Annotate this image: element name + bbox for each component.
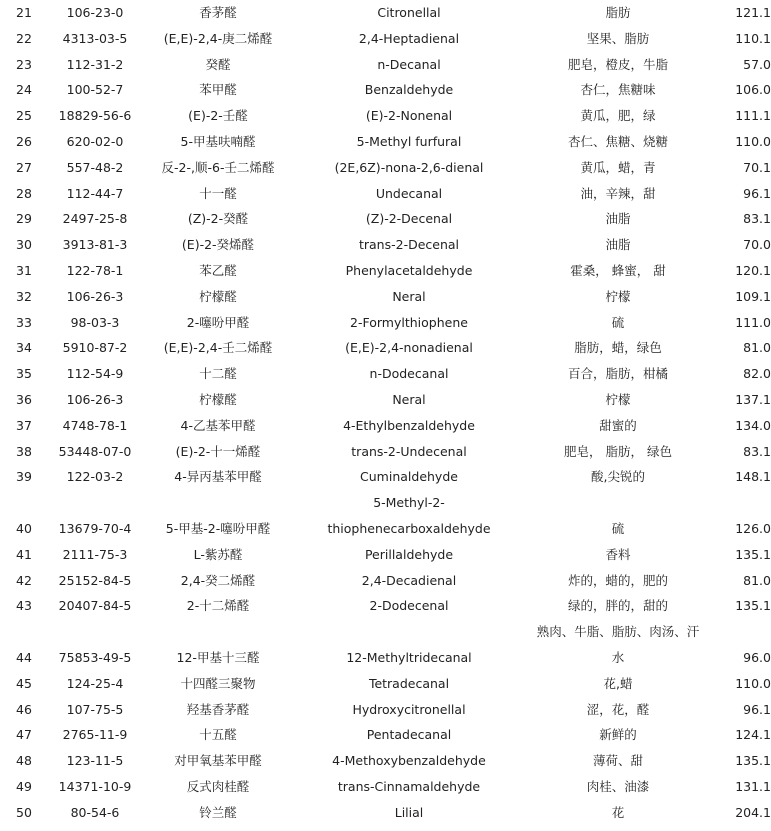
cas-number: 98-03-3: [70, 314, 120, 330]
table-row: [0, 568, 771, 594]
chinese-name: (Z)-2-癸醛: [187, 211, 249, 227]
row-number: 44: [16, 649, 32, 665]
threshold-value: 106.0: [735, 82, 771, 98]
chinese-name: 十二醛: [199, 366, 237, 382]
cas-number: 106-26-3: [66, 288, 124, 304]
row-number: 49: [16, 778, 32, 794]
row-number: 30: [16, 237, 32, 253]
cas-number: 112-54-9: [66, 366, 124, 382]
odor-description: 杏仁、焦糖、烧糖: [567, 133, 668, 149]
table-row: [0, 413, 771, 439]
cas-number: 100-52-7: [66, 82, 124, 98]
cas-number: 2497-25-8: [62, 211, 128, 227]
table-row: [0, 800, 771, 826]
odor-description: 坚果、脂肪: [586, 30, 650, 46]
odor-description: [524, 619, 712, 671]
english-name: 12-Methyltridecanal: [346, 649, 472, 665]
cas-number: 112-31-2: [66, 56, 124, 72]
table-row: [0, 542, 771, 568]
threshold-value: 111.1: [735, 108, 771, 124]
table-row: [0, 335, 771, 361]
odor-description: 柠檬: [605, 288, 631, 304]
odor-description: 炸的，蜡的，肥的: [567, 572, 668, 588]
chinese-name: 2-噻吩甲醛: [186, 314, 250, 330]
odor-description: 黄瓜，蜡，青: [580, 159, 656, 175]
chinese-name: 2-十二烯醛: [186, 598, 250, 614]
row-number: 33: [16, 314, 32, 330]
threshold-value: 126.0: [735, 520, 771, 536]
threshold-value: 96.1: [743, 701, 771, 717]
chinese-name: 对甲氧基苯甲醛: [174, 753, 262, 769]
table-row: [0, 619, 771, 671]
cas-number: 620-02-0: [66, 133, 124, 149]
odor-description: 花: [611, 804, 625, 820]
english-name: 4-Methoxybenzaldehyde: [332, 753, 486, 769]
english-name: (2E,6Z)-nona-2,6-dienal: [334, 159, 484, 175]
threshold-value: 110.1: [735, 30, 771, 46]
odor-description: 油脂: [605, 237, 631, 253]
row-number: 35: [16, 366, 32, 382]
english-name: 5-Methyl furfural: [356, 133, 462, 149]
odor-description: 肉桂、油漆: [586, 778, 650, 794]
threshold-value: 110.0: [735, 133, 771, 149]
table-row: [0, 361, 771, 387]
english-name: Neral: [392, 391, 426, 407]
odor-description: 酸,尖锐的: [591, 469, 645, 485]
table-row: [0, 155, 771, 181]
chinese-name: (E,E)-2,4-庚二烯醛: [163, 30, 273, 46]
threshold-value: 81.0: [743, 572, 771, 588]
row-number: 36: [16, 391, 32, 407]
row-number: 22: [16, 30, 32, 46]
cas-number: 557-48-2: [66, 159, 124, 175]
table-row: [0, 748, 771, 774]
english-name: Lilial: [394, 804, 424, 820]
chinese-name: 癸醛: [205, 56, 231, 72]
threshold-value: 70.0: [743, 237, 771, 253]
cas-number: 25152-84-5: [58, 572, 132, 588]
row-number: 32: [16, 288, 32, 304]
table-row: [0, 129, 771, 155]
odor-description: 霍桑， 蜂蜜， 甜: [570, 262, 666, 278]
english-name: Neral: [392, 288, 426, 304]
threshold-value: 70.1: [743, 159, 771, 175]
cas-number: 4748-78-1: [62, 417, 128, 433]
threshold-value: 135.1: [735, 598, 771, 614]
cas-number: 106-23-0: [66, 5, 124, 20]
row-number: 47: [16, 727, 32, 743]
threshold-value: 121.1: [735, 5, 771, 20]
row-number: 27: [16, 159, 32, 175]
cas-number: 106-26-3: [66, 391, 124, 407]
cas-number: 2111-75-3: [62, 546, 128, 562]
table-row: [0, 26, 771, 52]
cas-number: 107-75-5: [66, 701, 124, 717]
odor-description: 甜蜜的: [599, 417, 637, 433]
table-row: [0, 181, 771, 207]
cas-number: 124-25-4: [66, 675, 124, 691]
threshold-value: 109.1: [735, 288, 771, 304]
odor-description: 脂肪: [605, 5, 631, 20]
odor-description-wrap: [518, 619, 718, 671]
chinese-name: 柠檬醛: [199, 288, 237, 304]
english-name: trans-2-Undecenal: [351, 443, 467, 459]
odor-description-line-2: 水: [611, 649, 625, 665]
table-row: [0, 310, 771, 336]
row-number: 43: [16, 598, 32, 614]
english-name: trans-Cinnamaldehyde: [337, 778, 481, 794]
row-number: 21: [16, 5, 32, 20]
threshold-value: 134.0: [735, 417, 771, 433]
odor-description: 香料: [605, 546, 631, 562]
odor-description: 硫: [611, 520, 625, 536]
english-name: 2,4-Heptadienal: [358, 30, 460, 46]
table-row: [0, 697, 771, 723]
threshold-value: 110.0: [735, 675, 771, 691]
table-row: [0, 284, 771, 310]
english-name: Citronellal: [377, 5, 441, 20]
odor-description: 黄瓜，肥，绿: [580, 108, 656, 124]
table-row: [0, 464, 771, 490]
threshold-value: 135.1: [735, 753, 771, 769]
english-name: (Z)-2-Decenal: [365, 211, 453, 227]
english-name: 4-Ethylbenzaldehyde: [343, 417, 475, 433]
table-row: [0, 258, 771, 284]
threshold-value: 57.0: [743, 56, 771, 72]
table-row: [0, 490, 771, 542]
row-number: 26: [16, 133, 32, 149]
chinese-name: 4-异丙基苯甲醛: [174, 469, 262, 485]
odor-description: 绿的，胖的，甜的: [567, 598, 668, 614]
english-name: Benzaldehyde: [364, 82, 454, 98]
cas-number: 123-11-5: [66, 753, 124, 769]
threshold-value: 83.1: [743, 211, 771, 227]
cas-number: 3913-81-3: [62, 237, 128, 253]
odor-description: 百合，脂肪，柑橘: [567, 366, 668, 382]
chinese-name: 12-甲基十三醛: [176, 649, 260, 665]
chinese-name: 苯乙醛: [199, 262, 237, 278]
threshold-value: 135.1: [735, 546, 771, 562]
table-row: [0, 387, 771, 413]
odor-description: 油，辛辣，甜: [580, 185, 656, 201]
table-row: [0, 593, 771, 619]
row-number: 31: [16, 262, 32, 278]
table-row: [0, 774, 771, 800]
table-row: [0, 77, 771, 103]
chinese-name: 反-2-,顺-6-壬二烯醛: [161, 159, 275, 175]
odor-description: 花,蜡: [603, 675, 633, 691]
cas-number: 18829-56-6: [58, 108, 132, 124]
table-row: [0, 439, 771, 465]
chinese-name: 4-乙基苯甲醛: [180, 417, 256, 433]
chinese-name: (E)-2-壬醛: [188, 108, 248, 124]
row-number: 29: [16, 211, 32, 227]
english-name: Perillaldehyde: [364, 546, 454, 562]
threshold-value: 96.0: [743, 649, 771, 665]
chinese-name: 十一醛: [199, 185, 237, 201]
cas-number: 4313-03-5: [62, 30, 128, 46]
english-name: n-Dodecanal: [369, 366, 449, 382]
row-number: 37: [16, 417, 32, 433]
cas-number: 53448-07-0: [58, 443, 132, 459]
chinese-name: 2,4-癸二烯醛: [180, 572, 256, 588]
threshold-value: 148.1: [735, 469, 771, 485]
english-name-line-2: thiophenecarboxaldehyde: [327, 520, 491, 536]
table-row: [0, 232, 771, 258]
english-name: (E,E)-2,4-nonadienal: [345, 340, 473, 356]
cas-number: 13679-70-4: [58, 520, 132, 536]
english-name: Cuminaldehyde: [360, 469, 458, 485]
threshold-value: 96.1: [743, 185, 771, 201]
threshold-value: 83.1: [743, 443, 771, 459]
row-number: 41: [16, 546, 32, 562]
odor-description: 肥皂， 脂肪， 绿色: [564, 443, 672, 459]
row-number: 42: [16, 572, 32, 588]
table-row: [0, 671, 771, 697]
odor-description-line-1: 熟肉、牛脂、脂肪、肉汤、汗: [536, 624, 700, 640]
english-name: [294, 490, 524, 542]
threshold-value: 204.1: [735, 804, 771, 820]
row-number: 38: [16, 443, 32, 459]
row-number: 40: [16, 520, 32, 536]
cas-number: 80-54-6: [70, 804, 120, 820]
row-number: 45: [16, 675, 32, 691]
threshold-value: 82.0: [743, 366, 771, 382]
chinese-name: 十五醛: [199, 727, 237, 743]
english-name: (E)-2-Nonenal: [365, 108, 453, 124]
row-number: 46: [16, 701, 32, 717]
threshold-value: 120.1: [735, 262, 771, 278]
table-row: [0, 722, 771, 748]
odor-description: 油脂: [605, 211, 631, 227]
odor-description: 杏仁，焦糖味: [580, 82, 656, 98]
table-row: [0, 0, 771, 26]
chinese-name: L-紫苏醛: [193, 546, 243, 562]
odor-description: 肥皂，橙皮，牛脂: [567, 56, 668, 72]
cas-number: 5910-87-2: [62, 340, 128, 356]
cas-number: 75853-49-5: [58, 649, 132, 665]
table-row: [0, 52, 771, 78]
cas-number: 2765-11-9: [62, 727, 128, 743]
cas-number: 122-78-1: [66, 262, 124, 278]
chinese-name: 苯甲醛: [199, 82, 237, 98]
chinese-name: (E)-2-十一烯醛: [175, 443, 261, 459]
english-name: Tetradecanal: [368, 675, 450, 691]
cas-number: 122-03-2: [66, 469, 124, 485]
chinese-name: 反式肉桂醛: [186, 778, 250, 794]
chinese-name: (E)-2-癸烯醛: [181, 237, 255, 253]
english-name: Pentadecanal: [366, 727, 452, 743]
threshold-value: 81.0: [743, 340, 771, 356]
chinese-name: (E,E)-2,4-壬二烯醛: [163, 340, 273, 356]
threshold-value: 111.0: [735, 314, 771, 330]
chinese-name: 5-甲基-2-噻吩甲醛: [165, 520, 271, 536]
row-number: 39: [16, 469, 32, 485]
english-name: trans-2-Decenal: [358, 237, 460, 253]
chinese-name: 柠檬醛: [199, 391, 237, 407]
english-name: Hydroxycitronellal: [352, 701, 466, 717]
threshold-value: 131.1: [735, 778, 771, 794]
odor-description: 涩，花，醛: [586, 701, 650, 717]
odor-description: 硫: [611, 314, 625, 330]
odor-description: 薄荷、甜: [592, 753, 643, 769]
table-row: [0, 206, 771, 232]
chinese-name: 铃兰醛: [199, 804, 237, 820]
row-number: 25: [16, 108, 32, 124]
row-number: 48: [16, 753, 32, 769]
row-number: 23: [16, 56, 32, 72]
odor-description: 新鲜的: [599, 727, 637, 743]
odor-description: 脂肪，蜡，绿色: [574, 340, 662, 356]
threshold-value: 137.1: [735, 391, 771, 407]
english-name: 2-Dodecenal: [369, 598, 449, 614]
cas-number: 20407-84-5: [58, 598, 132, 614]
english-name-wrap: [279, 490, 539, 542]
english-name-line-1: 5-Methyl-2-: [373, 495, 445, 511]
chinese-name: 5-甲基呋喃醛: [180, 133, 256, 149]
chinese-name: 十四醛三聚物: [180, 675, 256, 691]
row-number: 28: [16, 185, 32, 201]
chinese-name: 香茅醛: [199, 5, 237, 20]
row-number: 34: [16, 340, 32, 356]
english-name: Phenylacetaldehyde: [345, 262, 473, 278]
english-name: 2-Formylthiophene: [350, 314, 468, 330]
cas-number: 112-44-7: [66, 185, 124, 201]
chinese-name: 羟基香茅醛: [186, 701, 250, 717]
english-name: n-Decanal: [377, 56, 441, 72]
cas-number: 14371-10-9: [58, 778, 132, 794]
row-number: 24: [16, 82, 32, 98]
threshold-value: 124.1: [735, 727, 771, 743]
english-name: 2,4-Decadienal: [361, 572, 457, 588]
row-number: 50: [16, 804, 32, 820]
table-row: [0, 103, 771, 129]
odor-description: 柠檬: [605, 391, 631, 407]
english-name: Undecanal: [375, 185, 443, 201]
